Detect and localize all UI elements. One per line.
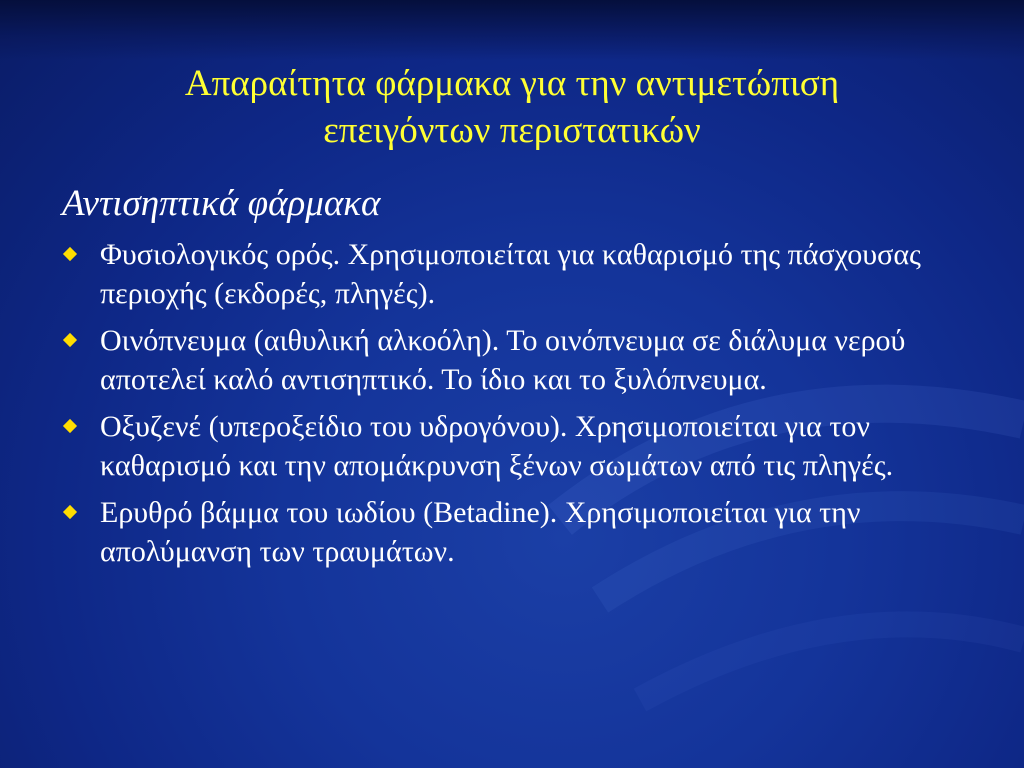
bullet-item (62, 235, 972, 313)
bullet-list (62, 235, 972, 579)
bullet-text: Οινόπνευμα (αιθυλική αλκοόλη). Το οινόπνευμα σε διάλυμα νερού αποτελεί καλό αντισηπτικό. Το ίδιο και το ξυλόπνευμα. (100, 324, 906, 396)
diamond-bullet-icon (63, 505, 77, 519)
diamond-bullet-icon (63, 247, 77, 261)
slide-title-line-1: Απαραίτητα φάρμακα για την αντιμετώπιση (184, 63, 840, 104)
bullet-text: Ερυθρό βάμμα του ιωδίου (Betadine). Χρησιμοποιείται για την απολύμανση των τραυμάτων. (100, 496, 861, 568)
diamond-bullet-icon (63, 419, 77, 433)
diamond-bullet-icon (63, 333, 77, 347)
slide-title-line-2: επειγόντων περιστατικών (323, 110, 701, 151)
bullet-item (62, 321, 972, 399)
bullet-item (62, 407, 972, 485)
bullet-text: Οξυζενέ (υπεροξείδιο του υδρογόνου). Χρησιμοποιείται για τον καθαρισμό και την απομάκρυνση ξένων σωμάτων από τις πληγές. (100, 410, 894, 482)
bullet-item (62, 493, 972, 571)
bullet-text: Φυσιολογικός ορός. Χρησιμοποιείται για καθαρισμό της πάσχουσας περιοχής (εκδορές, πληγές). (100, 238, 921, 310)
slide-title (60, 60, 964, 154)
section-subheading: Αντισηπτικά φάρμακα (62, 183, 381, 224)
